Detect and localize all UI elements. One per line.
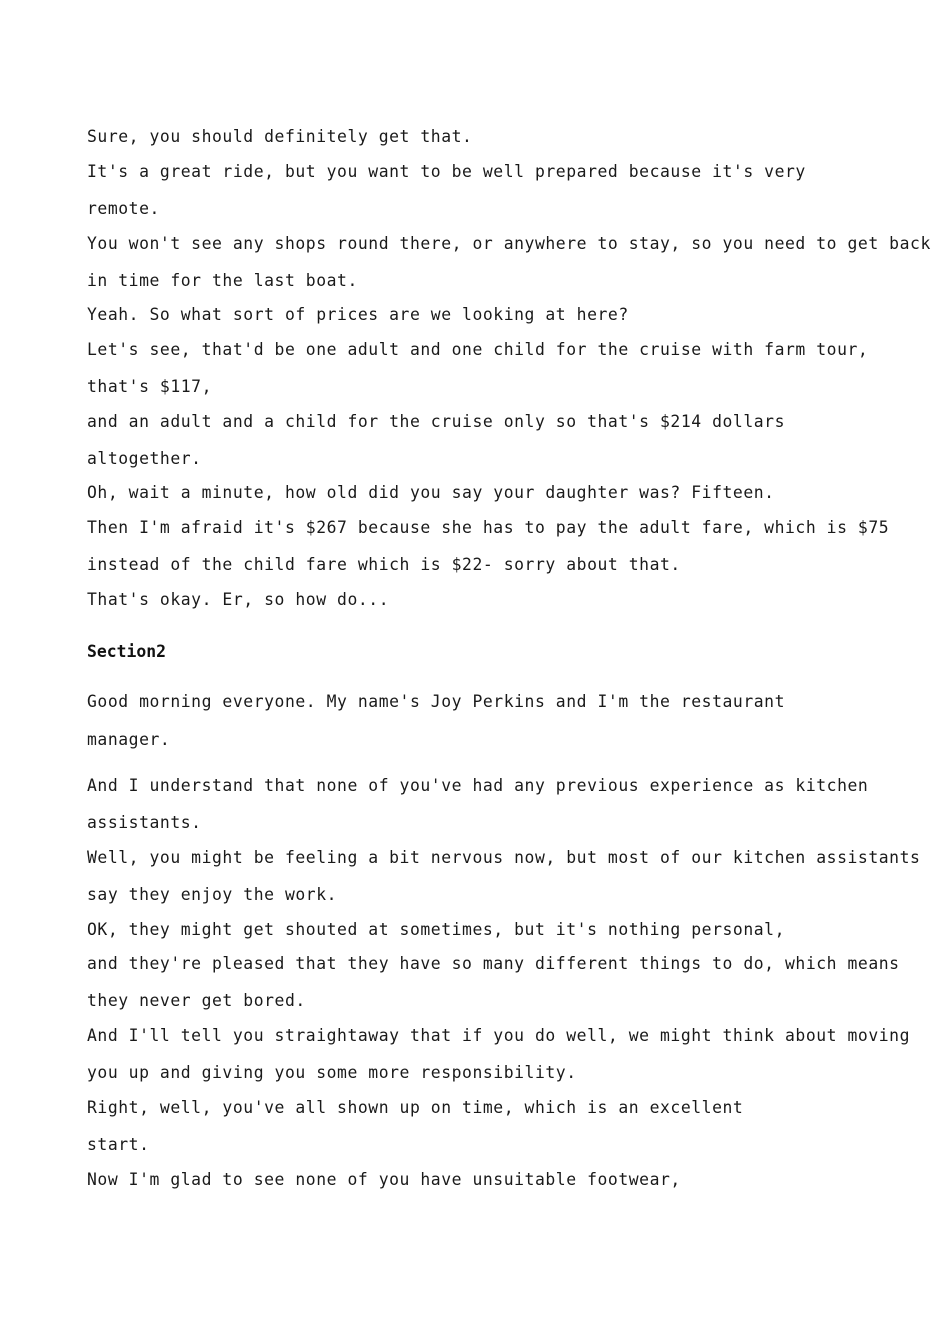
transcript-line: start. — [87, 1135, 150, 1154]
transcript-line: that's $117, — [87, 377, 213, 396]
transcript-line: and they're pleased that they have so many different things to do, which means — [87, 954, 900, 973]
transcript-line: Let's see, that'd be one adult and one child for the cruise with farm tour, — [87, 340, 869, 359]
transcript-line: Sure, you should definitely get that. — [87, 127, 473, 146]
transcript-line: remote. — [87, 199, 160, 218]
transcript-line: OK, they might get shouted at sometimes, but it's nothing personal, — [87, 920, 786, 939]
transcript-line: altogether. — [87, 449, 202, 468]
transcript-line: say they enjoy the work. — [87, 885, 338, 904]
transcript-line: manager. — [87, 730, 171, 749]
transcript-line: you up and giving you some more responsibility. — [87, 1063, 577, 1082]
transcript-line: Right, well, you've all shown up on time, which is an excellent — [87, 1098, 744, 1117]
transcript-line: instead of the child fare which is $22- sorry about that. — [87, 555, 681, 574]
transcript-line: That's okay. Er, so how do... — [87, 590, 390, 609]
transcript-line: and an adult and a child for the cruise only so that's $214 dollars — [87, 412, 786, 431]
transcript-line: And I understand that none of you've had any previous experience as kitchen — [87, 776, 869, 795]
transcript-line: You won't see any shops round there, or anywhere to stay, so you need to get back — [87, 234, 931, 253]
section-heading: Section2 — [87, 642, 166, 661]
transcript-line: And I'll tell you straightaway that if you do well, we might think about moving — [87, 1026, 911, 1045]
transcript-line: Oh, wait a minute, how old did you say your daughter was? Fifteen. — [87, 483, 775, 502]
transcript-line: Yeah. So what sort of prices are we looking at here? — [87, 305, 629, 324]
transcript-line: Good morning everyone. My name's Joy Perkins and I'm the restaurant — [87, 692, 786, 711]
transcript-line: in time for the last boat. — [87, 271, 358, 290]
transcript-line: It's a great ride, but you want to be well prepared because it's very — [87, 162, 806, 181]
transcript-line: assistants. — [87, 813, 202, 832]
transcript-line: Then I'm afraid it's $267 because she has to pay the adult fare, which is $75 — [87, 518, 890, 537]
transcript-line: Now I'm glad to see none of you have unsuitable footwear, — [87, 1170, 681, 1189]
transcript-line: Well, you might be feeling a bit nervous now, but most of our kitchen assistants — [87, 848, 921, 867]
transcript-line: they never get bored. — [87, 991, 306, 1010]
